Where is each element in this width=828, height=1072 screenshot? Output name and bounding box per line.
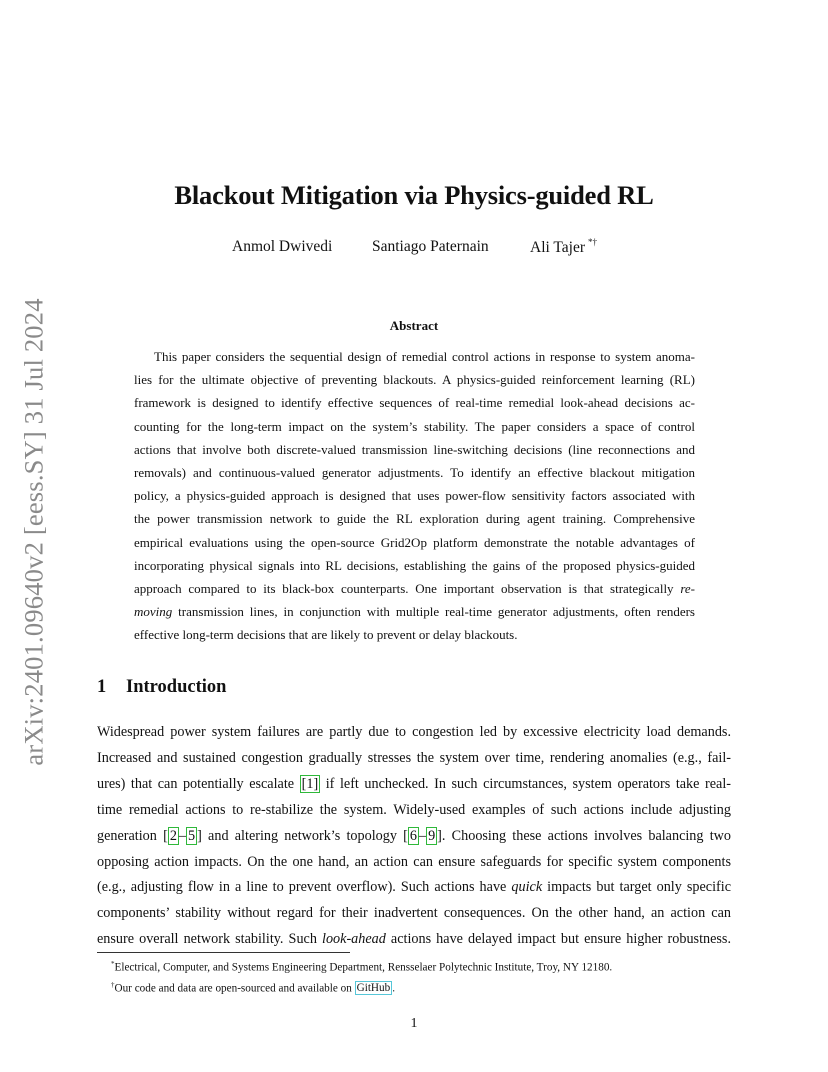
citation-link[interactable]: 6 xyxy=(409,827,417,844)
abstract-line: lies for the ultimate objective of preventing blackouts. A physics-guided reinforcement learning (RL) xyxy=(134,372,695,388)
abstract-heading: Abstract xyxy=(389,318,439,333)
abstract-body xyxy=(134,345,695,647)
page-number: 1 xyxy=(410,1016,418,1031)
body-line: time remedial actions to re-stabilize the system. Widely-used examples of such actions include adjusting xyxy=(97,801,731,818)
body-line: (e.g., adjusting flow in a line to prevent overflow). Such actions have quick impacts but target only specific xyxy=(97,879,732,896)
body-line: Widespread power system failures are partly due to congestion led by excessive electricity load demands. xyxy=(97,724,731,740)
author-list xyxy=(0,238,828,260)
footnotes xyxy=(111,956,612,997)
body-line: ensure overall network stability. Such look-ahead actions have delayed impact but ensure higher robustness. xyxy=(97,931,731,948)
citation-link[interactable]: 5 xyxy=(188,827,196,844)
author-name: Anmol Dwivedi xyxy=(232,238,333,255)
citation-link[interactable]: [1] xyxy=(301,775,319,792)
abstract-line: incorporating physical signals into RL decisions, establishing the gains of the proposed physics-guided xyxy=(134,557,695,573)
italic-text: re- xyxy=(680,581,695,597)
italic-text: quick xyxy=(511,879,543,896)
section-number: 1 xyxy=(97,677,107,697)
author-affiliation-marks: *† xyxy=(588,237,598,247)
footnote-separator xyxy=(97,952,350,953)
section-heading xyxy=(97,677,226,698)
abstract-line: actions that involve both discrete-valued transmission line-switching decisions (line reconnections and xyxy=(134,441,695,457)
citation-link[interactable]: 9 xyxy=(428,827,436,844)
citation-link[interactable]: 2 xyxy=(169,827,177,844)
body-line: components’ stability without regard for their inadvertent consequences. On the other hand, an action can xyxy=(97,905,731,922)
abstract-line: approach compared to its black-box counterparts. One important observation is that strategically re- xyxy=(134,581,695,597)
abstract-line: framework is designed to identify effective sequences of real-time remedial look-ahead decisions ac- xyxy=(134,395,695,411)
abstract-line: removals) and continuous-valued generator adjustments. To identify an effective blackout mitigation xyxy=(134,465,695,481)
footnote-code-availability: †Our code and data are open-sourced and available on GitHub . xyxy=(111,980,395,995)
abstract-line: policy, a physics-guided approach is designed that uses power-flow sensitivity factors associated with xyxy=(134,488,695,504)
abstract-line: This paper considers the sequential design of remedial control actions in response to system anoma- xyxy=(154,349,695,364)
body-line: generation [ 2 – 5 ] and altering network’s topology [ 6 – 9 ]. Choosing these actions involves balancing two xyxy=(97,827,731,844)
arxiv-identifier-stamp: arXiv:2401.09640v2 [eess.SY] 31 Jul 2024 xyxy=(18,298,49,766)
abstract-line: empirical evaluations using the open-source Grid2Op platform demonstrate the notable advantages of xyxy=(134,534,695,550)
paper-title: Blackout Mitigation via Physics-guided RL xyxy=(174,180,654,210)
body-line: opposing action impacts. On the one hand, an action can ensure safeguards for specific system components xyxy=(97,853,731,870)
footnote-affiliation: *Electrical, Computer, and Systems Engineering Department, Rensselaer Polytechnic Institute, Troy, NY 12180. xyxy=(111,960,613,974)
abstract-line: effective long-term decisions that are likely to prevent or delay blackouts. xyxy=(134,627,518,643)
body-line: ures) that can potentially escalate [1] if left unchecked. In such circumstances, system operators take real- xyxy=(97,775,731,792)
abstract-line: counting for the long-term impact on the system’s stability. The paper considers a space of control xyxy=(134,418,695,434)
italic-text: moving xyxy=(134,604,173,620)
introduction-paragraph xyxy=(97,720,731,953)
author-name: Ali Tajer *† xyxy=(530,237,598,257)
italic-text: look-ahead xyxy=(322,931,386,948)
abstract-line: moving transmission lines, in conjunction with multiple real-time generator adjustments, often renders xyxy=(134,604,695,620)
author-name: Santiago Paternain xyxy=(372,238,489,255)
github-link[interactable]: GitHub xyxy=(356,982,391,995)
abstract-line: the power transmission network to guide the RL exploration during agent training. Comprehensive xyxy=(134,511,695,527)
section-title: Introduction xyxy=(126,677,227,697)
body-line: Increased and sustained congestion gradually stresses the system over time, rendering anomalies (e.g., fail- xyxy=(97,749,731,766)
